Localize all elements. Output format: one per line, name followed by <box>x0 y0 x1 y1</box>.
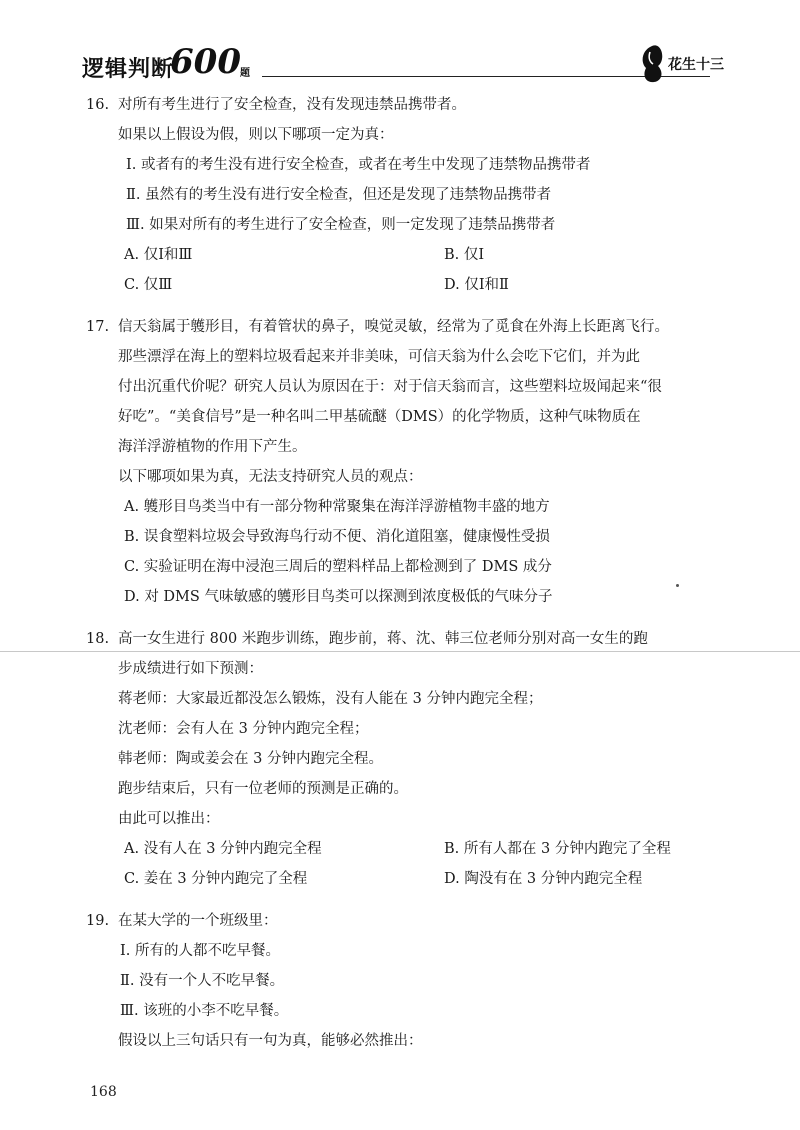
options <box>86 240 746 300</box>
question-text: 对所有考生进行了安全检查，没有发现违禁品携带者。 <box>118 97 466 113</box>
options <box>86 492 746 612</box>
option-c: C. 实验证明在海中浸泡三周后的塑料样品上都检测到了 DMS 成分 <box>124 559 552 575</box>
page-number: 168 <box>90 1084 117 1100</box>
option-d: D. 陶没有在 3 分钟内跑完全程 <box>444 871 643 887</box>
statement-item: Ⅱ. 没有一个人不吃早餐。 <box>120 973 285 989</box>
option-a: A. 没有人在 3 分钟内跑完全程 <box>124 841 322 857</box>
option-d: D. 仅Ⅰ和Ⅱ <box>444 277 509 293</box>
question-text-line: 海洋浮游植物的作用下产生。 <box>118 439 307 455</box>
question-text: 信天翁属于鹱形目，有着管状的鼻子，嗅觉灵敏，经常为了觅食在外海上长距离飞行。 <box>118 319 669 335</box>
statement-item: 沈老师：会有人在 3 分钟内跑完全程； <box>118 721 369 737</box>
brand-text: 花生十三 <box>668 57 724 73</box>
statement-item: 蒋老师：大家最近都没怎么锻炼，没有人能在 3 分钟内跑完全程； <box>118 691 543 707</box>
question-stem <box>86 90 746 120</box>
question-text-line: 付出沉重代价呢？研究人员认为原因在于：对于信天翁而言，这些塑料垃圾闻起来“很 <box>118 379 662 395</box>
question-number: 17. <box>86 319 110 335</box>
statement-item: Ⅰ. 所有的人都不吃早餐。 <box>120 943 280 959</box>
content <box>86 90 746 1064</box>
question-17 <box>86 312 746 612</box>
option-b: B. 所有人都在 3 分钟内跑完了全程 <box>444 841 671 857</box>
book-number: 600 <box>170 42 241 82</box>
option-d: D. 对 DMS 气味敏感的鹱形目鸟类可以探测到浓度极低的气味分子 <box>124 589 553 605</box>
option-c: C. 仅Ⅲ <box>124 277 173 293</box>
question-16 <box>86 90 746 300</box>
question-19 <box>86 906 746 1056</box>
option-a: A. 仅Ⅰ和Ⅲ <box>124 247 193 263</box>
book-title: 逻辑判断 <box>82 57 175 82</box>
option-a: A. 鹱形目鸟类当中有一部分物种常聚集在海洋浮游植物丰盛的地方 <box>124 499 550 515</box>
question-text-line: 那些漂浮在海上的塑料垃圾看起来并非美味，可信天翁为什么会吃下它们，并为此 <box>118 349 640 365</box>
book-suffix: 题 <box>240 68 250 79</box>
question-text-line: 好吃”。“美食信号”是一种名叫二甲基硫醚（DMS）的化学物质，这种气味物质在 <box>118 409 641 425</box>
brand-badge <box>638 50 756 78</box>
question-number: 19. <box>86 913 110 929</box>
question-text-line: 步成绩进行如下预测： <box>118 661 263 677</box>
statement-item: Ⅲ. 如果对所有的考生进行了安全检查，则一定发现了违禁品携带者 <box>126 217 556 233</box>
question-prompt: 由此可以推出： <box>118 811 220 827</box>
scan-dot <box>676 584 679 587</box>
question-prompt: 假设以上三句话只有一句为真，能够必然推出： <box>118 1033 423 1049</box>
options <box>86 834 746 894</box>
statement-item: Ⅲ. 该班的小李不吃早餐。 <box>120 1003 289 1019</box>
question-text: 在某大学的一个班级里： <box>118 913 278 929</box>
question-prompt: 以下哪项如果为真，无法支持研究人员的观点： <box>118 469 423 485</box>
question-stem <box>86 312 746 342</box>
question-stem <box>86 624 746 654</box>
statement-item: Ⅱ. 虽然有的考生没有进行安全检查，但还是发现了违禁物品携带者 <box>126 187 552 203</box>
statement-item: Ⅰ. 或者有的考生没有进行安全检查，或者在考生中发现了违禁物品携带者 <box>126 157 591 173</box>
option-c: C. 姜在 3 分钟内跑完了全程 <box>124 871 308 887</box>
question-stem <box>86 906 746 936</box>
option-b: B. 误食塑料垃圾会导致海鸟行动不便、消化道阻塞，健康慢性受损 <box>124 529 550 545</box>
question-18 <box>86 624 746 894</box>
scan-fold-line <box>0 651 800 652</box>
question-number: 16. <box>86 97 110 113</box>
option-b: B. 仅Ⅰ <box>444 247 485 263</box>
question-prompt: 如果以上假设为假，则以下哪项一定为真： <box>118 127 394 143</box>
statement-item: 跑步结束后，只有一位老师的预测是正确的。 <box>118 781 408 797</box>
statement-item: 韩老师：陶或姜会在 3 分钟内跑完全程。 <box>118 751 383 767</box>
page-header <box>82 44 762 84</box>
question-text: 高一女生进行 800 米跑步训练，跑步前，蒋、沈、韩三位老师分别对高一女生的跑 <box>118 631 648 647</box>
question-number: 18. <box>86 631 110 647</box>
